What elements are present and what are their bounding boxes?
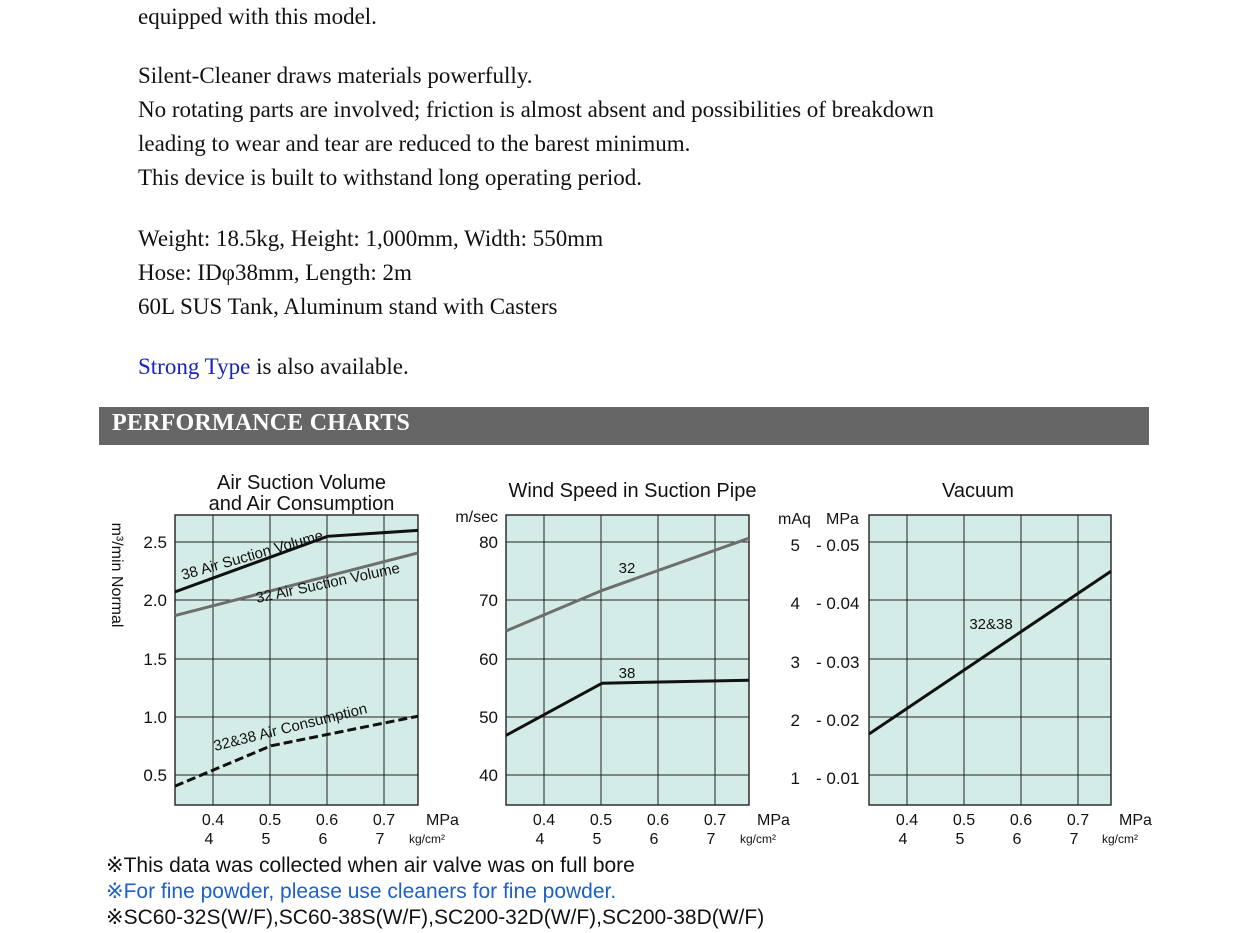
x-tick-kg: 7 xyxy=(375,831,385,848)
note-full-bore: ※This data was collected when air valve was on full bore xyxy=(106,854,635,877)
chart-title: Wind Speed in Suction Pipe xyxy=(508,480,757,502)
y-tick-maq: 1 xyxy=(790,769,800,788)
x-tick-kg: 6 xyxy=(318,831,328,848)
y-tick: 70 xyxy=(479,591,498,610)
feature-line: leading to wear and tear are reduced to the barest minimum. xyxy=(138,131,691,156)
x-tick-kg: 7 xyxy=(1069,831,1079,848)
x-tick-mpa: 0.7 xyxy=(372,812,396,829)
y-tick: 50 xyxy=(479,708,498,727)
strong-type-paragraph xyxy=(138,350,409,384)
x-tick-kg: 6 xyxy=(649,831,659,848)
x-unit-kg: kg/cm² xyxy=(1102,832,1138,846)
series-label: 38 Air Suction Volume xyxy=(179,527,326,584)
x-tick-kg: 6 xyxy=(1012,831,1022,848)
x-unit-mpa: MPa xyxy=(426,812,459,829)
y-tick: 60 xyxy=(479,650,498,669)
performance-charts xyxy=(0,445,1243,850)
x-tick-mpa: 0.5 xyxy=(258,812,282,829)
feature-line: Silent-Cleaner draws materials powerfully. xyxy=(138,63,533,88)
x-tick-mpa: 0.4 xyxy=(201,812,225,829)
x-tick-kg: 5 xyxy=(261,831,271,848)
strong-type-link[interactable]: Strong Type xyxy=(138,354,251,379)
intro-paragraph-tail xyxy=(138,0,377,34)
x-tick-mpa: 0.5 xyxy=(952,812,976,829)
section-title: PERFORMANCE CHARTS xyxy=(112,410,411,436)
x-unit-kg: kg/cm² xyxy=(740,832,776,846)
series-label: 32&38 xyxy=(969,616,1013,633)
y-tick: 0.5 xyxy=(143,766,167,785)
plot-area xyxy=(506,515,749,805)
x-tick-mpa: 0.6 xyxy=(315,812,339,829)
x-unit-kg: kg/cm² xyxy=(409,832,445,846)
strong-type-suffix: is also available. xyxy=(250,354,409,379)
note-fine-powder: ※For fine powder, please use cleaners for fine powder. xyxy=(106,880,617,903)
x-tick-mpa: 0.5 xyxy=(589,812,613,829)
y-tick: 1.0 xyxy=(143,708,167,727)
y-tick: 40 xyxy=(479,766,498,785)
series-label: 32&38 Air Consumption xyxy=(211,700,369,755)
x-tick-mpa: 0.6 xyxy=(646,812,670,829)
spec-line: Hose: IDφ38mm, Length: 2m xyxy=(138,260,412,285)
feature-line: No rotating parts are involved; friction is almost absent and possibilities of breakdown xyxy=(138,97,934,122)
x-unit-mpa: MPa xyxy=(757,812,790,829)
plot-area xyxy=(869,515,1111,805)
features-paragraph xyxy=(138,59,934,195)
y-tick: 1.5 xyxy=(143,650,167,669)
x-tick-kg: 4 xyxy=(535,831,545,848)
x-tick-kg: 5 xyxy=(955,831,965,848)
y-tick-mpa: - 0.01 xyxy=(816,769,860,788)
y-tick-mpa: - 0.05 xyxy=(816,536,860,555)
x-tick-kg: 4 xyxy=(204,831,214,848)
performance-charts-header xyxy=(99,407,1149,445)
x-tick-kg: 7 xyxy=(706,831,716,848)
chart-title: Air Suction Volume xyxy=(217,472,386,494)
x-tick-mpa: 0.6 xyxy=(1009,812,1033,829)
y-tick: 2.5 xyxy=(143,533,167,552)
y-tick-maq: 3 xyxy=(790,653,800,672)
spec-line: Weight: 18.5kg, Height: 1,000mm, Width: 550mm xyxy=(138,226,604,251)
x-tick-mpa: 0.4 xyxy=(895,812,919,829)
chart-title: and Air Consumption xyxy=(208,493,395,515)
y-tick-mpa: - 0.04 xyxy=(816,594,860,613)
intro-line: equipped with this model. xyxy=(138,4,377,29)
y-unit-maq: mAq xyxy=(778,511,811,528)
spec-line: 60L SUS Tank, Aluminum stand with Casters xyxy=(138,294,558,319)
series-label: 32 Air Suction Volume xyxy=(254,559,402,607)
y-tick-mpa: - 0.02 xyxy=(816,711,860,730)
y-tick: 2.0 xyxy=(143,591,167,610)
y-unit: m/sec xyxy=(455,509,498,526)
y-tick-maq: 4 xyxy=(790,594,800,613)
y-tick-maq: 5 xyxy=(790,536,800,555)
x-tick-kg: 5 xyxy=(592,831,602,848)
y-axis-label: m³/min Normal xyxy=(108,522,125,628)
series-label: 32 xyxy=(618,560,636,577)
x-tick-mpa: 0.7 xyxy=(1066,812,1090,829)
y-tick-maq: 2 xyxy=(790,711,800,730)
x-unit-mpa: MPa xyxy=(1119,812,1152,829)
note-models: ※SC60-32S(W/F),SC60-38S(W/F),SC200-32D(W/F),SC200-38D(W/F) xyxy=(106,906,765,929)
y-unit-mpa: MPa xyxy=(826,511,859,528)
series-label: 38 xyxy=(618,665,636,682)
feature-line: This device is built to withstand long operating period. xyxy=(138,165,643,190)
x-tick-mpa: 0.4 xyxy=(532,812,556,829)
chart-title: Vacuum xyxy=(942,480,1014,502)
y-tick: 80 xyxy=(479,533,498,552)
x-tick-mpa: 0.7 xyxy=(703,812,727,829)
specs-paragraph xyxy=(138,222,603,324)
x-tick-kg: 4 xyxy=(898,831,908,848)
y-tick-mpa: - 0.03 xyxy=(816,653,860,672)
